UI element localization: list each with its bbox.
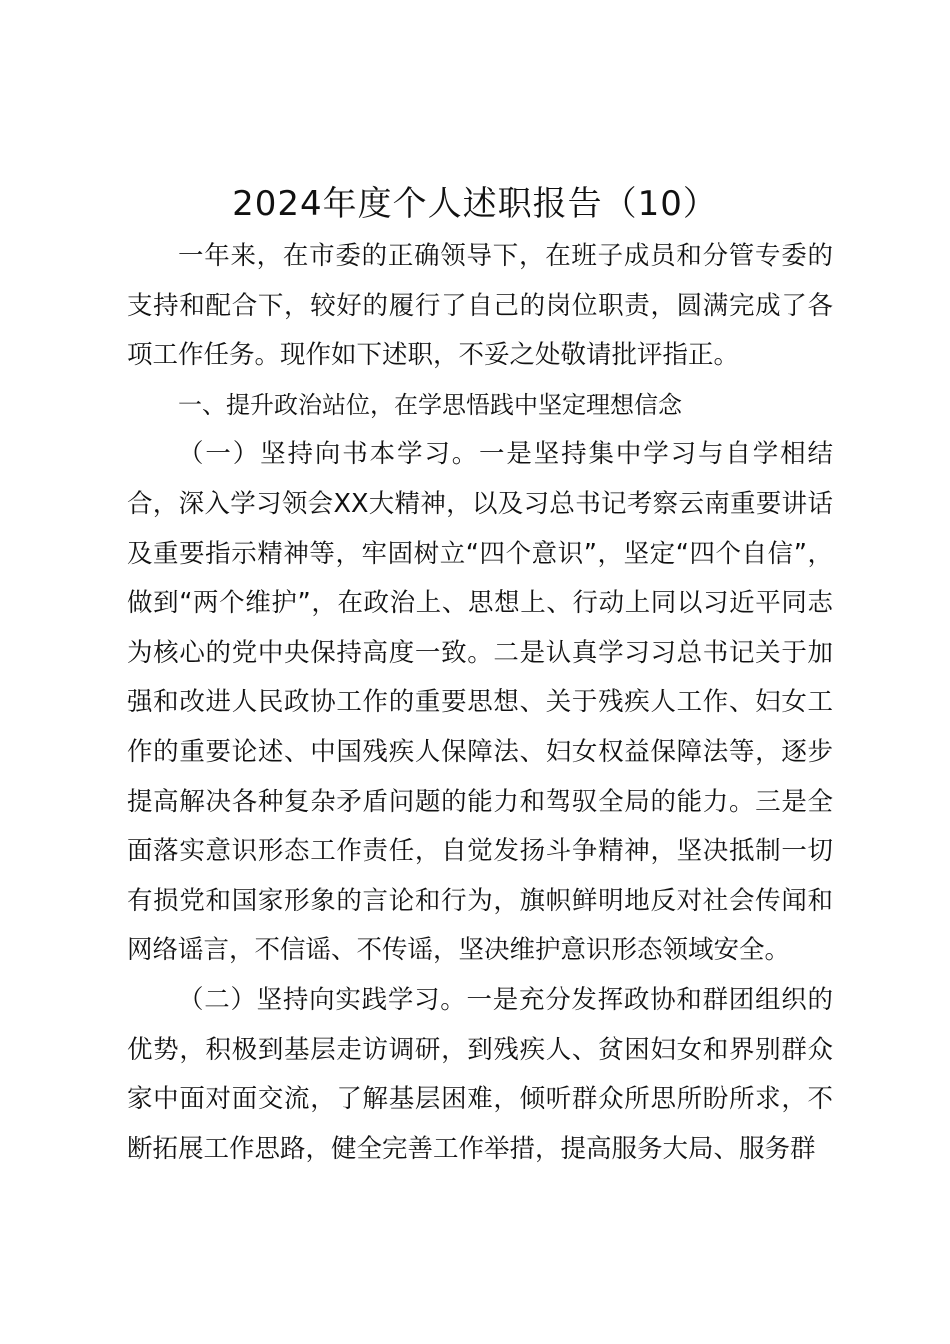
paragraph-intro: 一年来，在市委的正确领导下，在班子成员和分管专委的支持和配合下，较好的履行了自己的岗位职责，圆满完成了各项工作任务。现作如下述职，不妥之处敬请批评指正。 xyxy=(127,241,833,371)
section-heading-1: 一、提升政治站位，在学思悟践中坚定理想信念 xyxy=(178,390,682,419)
paragraph-study-practice: （二）坚持向实践学习。一是充分发挥政协和群团组织的优势，积极到基层走访调研，到残疾人、贫困妇女和界别群众家中面对面交流，了解基层困难，倾听群众所思所盼所求，不断拓展工作思路，健全完善工作举措，提高服务大局、服务群 xyxy=(127,984,833,1164)
paragraph-study-books: （一）坚持向书本学习。一是坚持集中学习与自学相结合，深入学习领会XX大精神，以及习总书记考察云南重要讲话及重要指示精神等，牢固树立“四个意识”，坚定“四个自信”，做到“两个维护”，在政治上、思想上、行动上同以习近平同志为核心的党中央保持高度一致。二是认真学习习总书记关于加强和改进人民政协工作的重要思想、关于残疾人工作、妇女工作的重要论述、中国残疾人保障法、妇女权益保障法等，逐步提高解决各种复杂矛盾问题的能力和驾驭全局的能力。三是全面落实意识形态工作责任，自觉发扬斗争精神，坚决抵制一切有损党和国家形象的言论和行为，旗帜鲜明地反对社会传闻和网络谣言，不信谣、不传谣，坚决维护意识形态领域安全。 xyxy=(127,439,833,966)
document-title: 2024年度个人述职报告（10） xyxy=(232,184,718,224)
document-body xyxy=(127,232,833,1174)
